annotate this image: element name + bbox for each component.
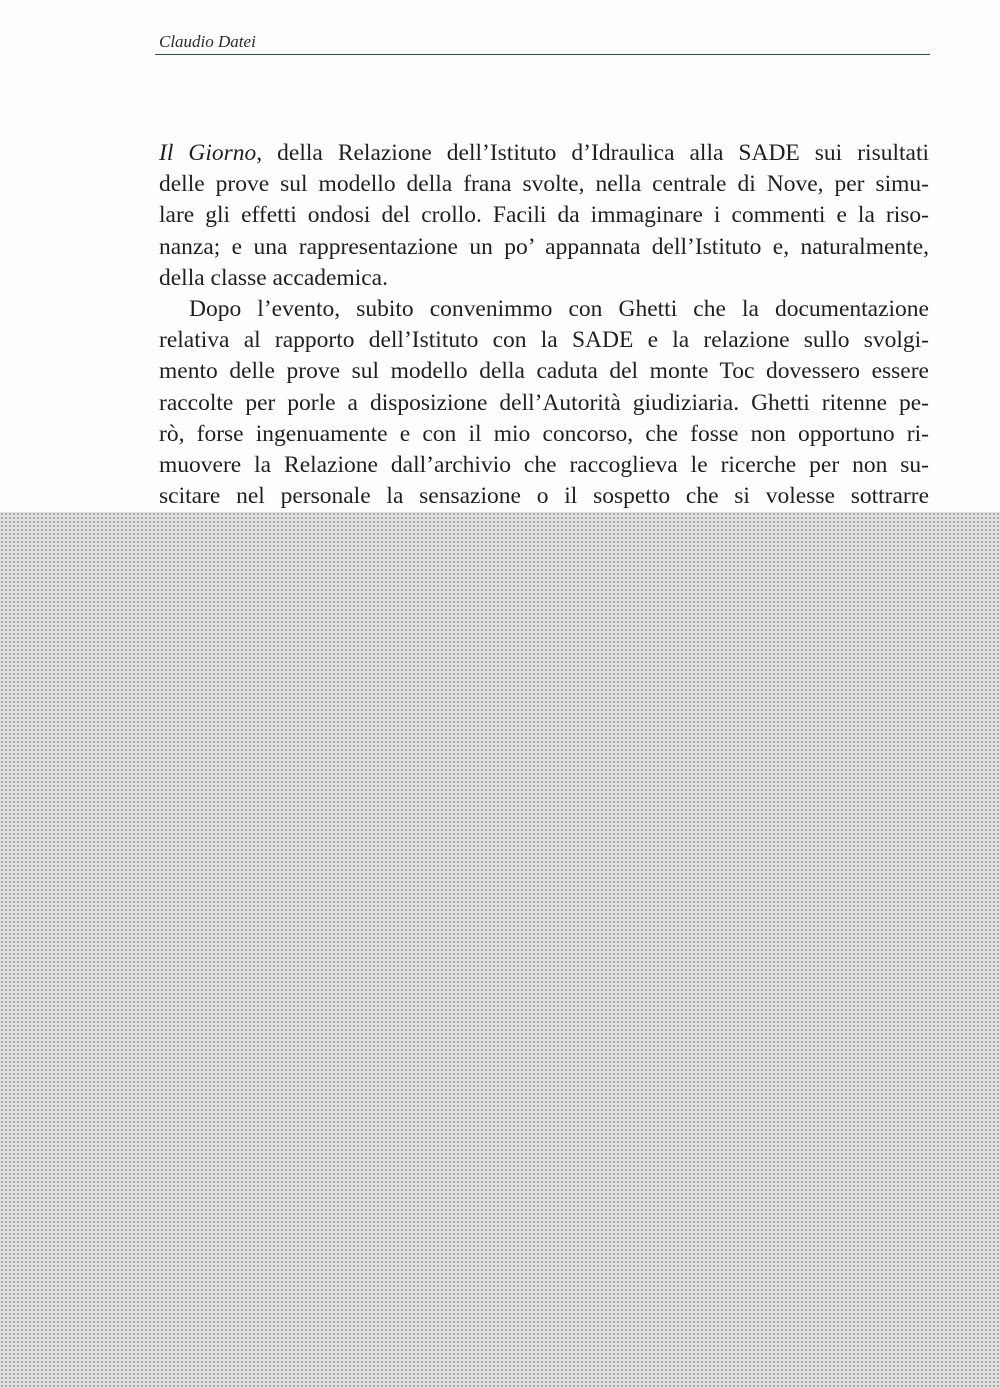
text-line: della classe accademica. xyxy=(159,264,388,291)
text-line: nanza; e una rappresentazione un po’ appannata dell’Istituto e, naturalmente, xyxy=(159,233,929,260)
redaction-mask xyxy=(0,512,1000,1388)
text-line-rest: , della Relazione dell’Istituto d’Idraulica alla SADE sui risultati xyxy=(256,140,930,166)
header-rule xyxy=(155,54,930,55)
text-line: delle prove sul modello della frana svolte, nella centrale di Nove, per simu- xyxy=(159,171,929,198)
text-line: mento delle prove sul modello della caduta del monte Toc dovessero essere xyxy=(159,358,929,385)
running-head: Claudio Datei xyxy=(159,32,256,51)
paragraph-2 xyxy=(159,294,929,528)
paragraph-1 xyxy=(159,138,929,294)
body-text xyxy=(159,138,929,528)
text-line: relativa al rapporto dell’Istituto con la SADE e la relazione sullo svolgi- xyxy=(159,327,929,354)
text-line: rò, forse ingenuamente e con il mio concorso, che fosse non opportuno ri- xyxy=(159,420,929,447)
newspaper-title: Il Giorno xyxy=(159,140,257,166)
text-line: muovere la Relazione dall’archivio che raccoglieva le ricerche per non su- xyxy=(159,451,929,478)
text-line xyxy=(159,138,929,169)
text-line: lare gli effetti ondosi del crollo. Facili da immaginare i commenti e la riso- xyxy=(159,202,929,229)
text-line: scitare nel personale la sensazione o il sospetto che si volesse sottrarre xyxy=(159,483,929,510)
text-line: raccolte per porle a disposizione dell’Autorità giudiziaria. Ghetti ritenne pe- xyxy=(159,389,929,416)
text-line: Dopo l’evento, subito convenimmo con Ghetti che la documentazione xyxy=(189,295,929,322)
